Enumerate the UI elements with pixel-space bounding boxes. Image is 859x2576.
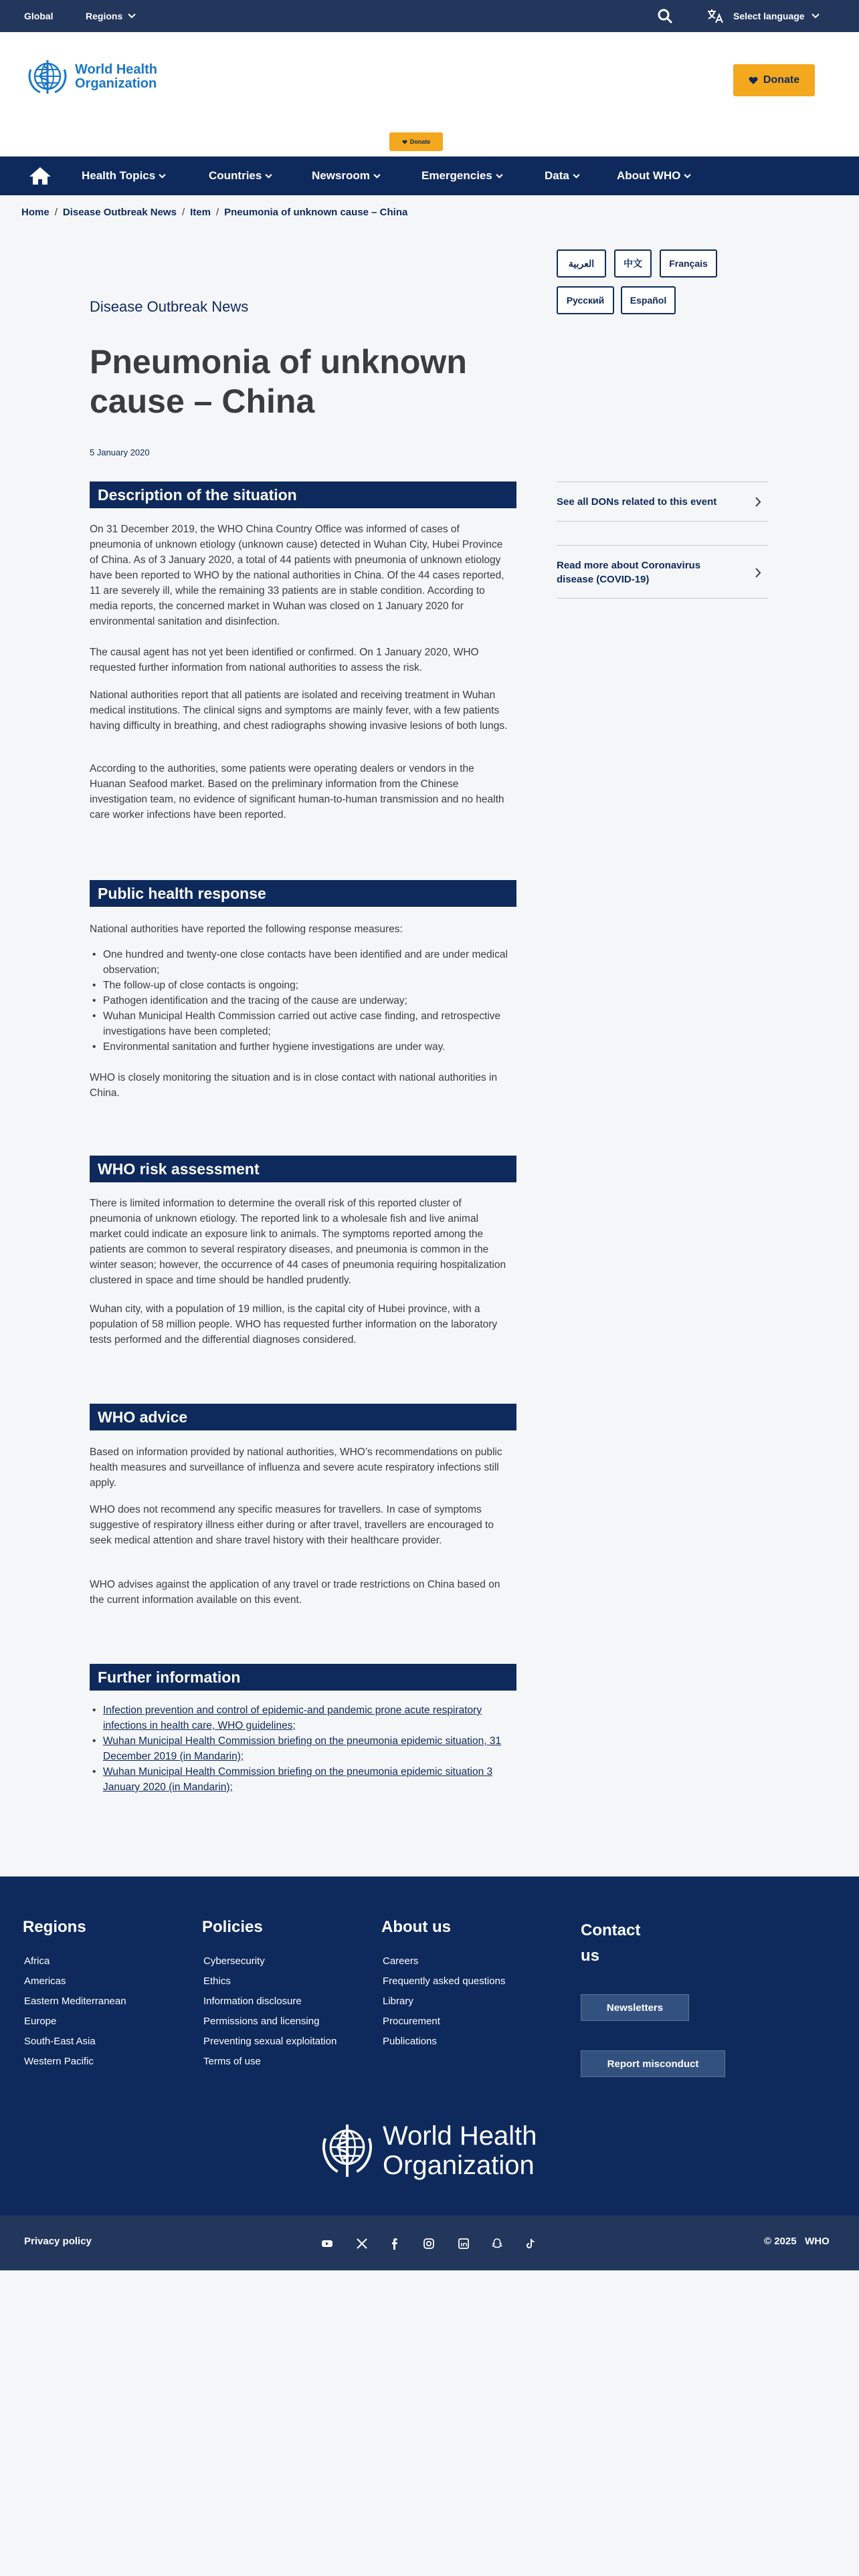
x-icon[interactable]	[356, 2238, 368, 2250]
footer-regions-heading: Regions	[23, 1918, 86, 1936]
chevron-down-icon	[128, 13, 136, 19]
response-outro: WHO is closely monitoring the situation and is in close contact with national authorities in China.	[90, 1072, 498, 1099]
copyright: © 2025 WHO	[764, 2236, 830, 2247]
title-line-2: cause – China	[90, 383, 315, 420]
select-language-label: Select language	[733, 11, 805, 21]
breadcrumb-current: Pneumonia of unknown cause – China	[224, 206, 408, 218]
footer-link[interactable]: Procurement	[383, 2016, 440, 2027]
see-all-dons-link[interactable]	[557, 481, 768, 522]
chevron-down-icon	[159, 174, 166, 179]
breadcrumb-item[interactable]: Item	[190, 206, 211, 218]
privacy-policy-link[interactable]: Privacy policy	[24, 2236, 92, 2247]
risk-paragraph-1: There is limited information to determine the overall risk of this reported cluster of pneumonia of unknown etiology. The reported link to a wholesale fish and live animal market could indicate an exposure link to animals. The symptoms reported among the patients are common to several respiratory diseases, and pneumonia is common in the winter season; however, the occurrence of 44 cases of pneumonia requiring hospitalization clustered in space and time should be handled prudently.	[90, 1198, 506, 1286]
situation-paragraph-3: National authorities report that all patients are isolated and receiving treatment in Wuhan medical institutions. The clinical signs and symptoms are mainly fever, with a few patients having difficulty in breathing, and chest radiographs showing invasive lesions of both lungs.	[90, 689, 508, 732]
youtube-icon[interactable]	[321, 2238, 333, 2250]
nav-about-who[interactable]	[617, 156, 691, 195]
logo-line-1: World Health	[75, 62, 157, 77]
site-header	[0, 32, 859, 156]
nav-label: Health Topics	[82, 169, 156, 182]
breadcrumb-don[interactable]: Disease Outbreak News	[62, 206, 177, 218]
footer-about-heading: About us	[381, 1918, 451, 1936]
list-item	[103, 1764, 512, 1795]
footer-link[interactable]: Permissions and licensing	[203, 2016, 320, 2027]
footer-link[interactable]: Preventing sexual exploitation	[203, 2036, 337, 2047]
footer-logo-line-2: Organization	[383, 2151, 535, 2180]
breadcrumb-home[interactable]: Home	[21, 206, 50, 218]
language-selector[interactable]	[706, 0, 820, 32]
chevron-down-icon	[684, 174, 691, 179]
further-link-wuhan-31-dec[interactable]: Wuhan Municipal Health Commission briefing on the pneumonia epidemic situation, 31 December 2019 (in Mandarin);	[103, 1735, 502, 1762]
chevron-down-icon	[265, 174, 272, 179]
risk-paragraph-2: Wuhan city, with a population of 19 million, is the capital city of Hubei province, with a population of 58 million people. WHO has requested further information on the laboratory tests performed and the differential diagnoses considered.	[90, 1303, 498, 1346]
donate-small-label: Donate	[409, 138, 431, 145]
footer-logo-line-1: World Health	[383, 2121, 537, 2151]
translate-icon	[706, 8, 724, 24]
snapchat-icon[interactable]	[491, 2238, 503, 2250]
footer-link[interactable]: South-East Asia	[24, 2036, 96, 2047]
logo-wordmark	[75, 63, 157, 91]
breadcrumb-separator: /	[54, 206, 58, 218]
heart-icon	[402, 140, 407, 144]
response-intro: National authorities have reported the following response measures:	[90, 924, 403, 935]
footer-link[interactable]: Terms of use	[203, 2056, 261, 2067]
search-icon[interactable]	[657, 0, 673, 32]
nav-countries[interactable]	[209, 156, 272, 195]
article-category: Disease Outbreak News	[90, 298, 249, 315]
section-heading-further: Further information	[90, 1664, 516, 1691]
footer-link[interactable]: Europe	[24, 2016, 57, 2027]
list-item: • The follow-up of close contacts is ongoing;	[103, 978, 512, 993]
advice-paragraph-3: WHO advises against the application of any travel or trade restrictions on China based on the current information available on this event.	[90, 1579, 500, 1606]
linkedin-icon[interactable]	[458, 2238, 470, 2250]
lang-russian[interactable]: Русский	[557, 286, 614, 314]
list-item: • One hundred and twenty-one close contacts have been identified and are under medical observation;	[103, 947, 512, 978]
situation-paragraph-4: According to the authorities, some patients were operating dealers or vendors in the Huanan Seafood market. Based on the preliminary information from the Chinese investigation team, no evidence of significant human-to-human transmission and no health care worker infections have been reported.	[90, 763, 504, 821]
further-links-list	[103, 1703, 512, 1795]
global-link[interactable]: Global	[24, 11, 54, 21]
footer-link[interactable]: Africa	[24, 1955, 50, 1967]
regions-dropdown[interactable]	[86, 0, 136, 32]
list-item: • Environmental sanitation and further hygiene investigations are under way.	[103, 1039, 512, 1055]
site-footer	[0, 1876, 859, 2216]
newsletters-button[interactable]: Newsletters	[581, 1994, 689, 2021]
who-emblem-icon	[318, 2117, 376, 2184]
breadcrumb	[21, 205, 407, 219]
footer-link[interactable]: Ethics	[203, 1975, 231, 1987]
tiktok-icon[interactable]	[524, 2238, 537, 2250]
section-heading-risk: WHO risk assessment	[90, 1156, 516, 1182]
report-misconduct-button[interactable]: Report misconduct	[581, 2050, 725, 2077]
list-item: • Pathogen identification and the tracing of the cause are underway;	[103, 993, 512, 1008]
chevron-down-icon	[373, 174, 381, 179]
lang-french[interactable]: Français	[660, 249, 717, 278]
chevron-down-icon	[573, 174, 580, 179]
home-icon[interactable]	[28, 156, 52, 195]
list-item: • Wuhan Municipal Health Commission carried out active case finding, and retrospective investigations have been completed;	[103, 1008, 512, 1039]
nav-label: Data	[545, 169, 569, 182]
footer-link[interactable]: Information disclosure	[203, 1996, 302, 2007]
list-item	[103, 1733, 512, 1764]
situation-paragraph-1: On 31 December 2019, the WHO China Country Office was informed of cases of pneumonia of unknown etiology (unknown cause) detected in Wuhan City, Hubei Province of China. As of 3 January 2020, a total of 44 patients with pneumonia of unknown etiology have been reported to WHO by the national authorities in China. Of the 44 cases reported, 11 are severely ill, while the remaining 33 patients are in stable condition. According to media reports, the concerned market in Wuhan was closed on 1 January 2020 for environmental sanitation and disinfection.	[90, 524, 504, 627]
further-link-wuhan-3-jan[interactable]: Wuhan Municipal Health Commission briefing on the pneumonia epidemic situation 3 January 2020 (in Mandarin);	[103, 1766, 493, 1793]
chevron-down-icon	[812, 13, 820, 19]
advice-paragraph-2: WHO does not recommend any specific measures for travellers. In case of symptoms suggestive of respiratory illness either during or after travel, travellers are encouraged to seek medical attention and share travel history with their healthcare provider.	[90, 1504, 494, 1546]
who-emblem-icon	[25, 56, 70, 98]
footer-link[interactable]: Americas	[24, 1975, 66, 1987]
footer-who-logo[interactable]	[318, 2117, 537, 2184]
footer-about-list	[383, 1951, 505, 2052]
breadcrumb-separator: /	[181, 206, 185, 218]
footer-link[interactable]: Careers	[383, 1955, 419, 1967]
footer-policies-heading: Policies	[202, 1918, 263, 1936]
footer-link[interactable]: Frequently asked questions	[383, 1975, 506, 1987]
list-item	[103, 1703, 512, 1733]
donate-label: Donate	[763, 74, 800, 86]
page-title	[90, 342, 518, 421]
nav-label: About WHO	[617, 169, 681, 182]
section-heading-advice: WHO advice	[90, 1404, 516, 1430]
footer-link[interactable]: Cybersecurity	[203, 1955, 265, 1967]
see-all-dons-label: See all DONs related to this event	[557, 496, 717, 508]
footer-contact-heading: Contact us	[581, 1921, 641, 1965]
nav-label: Emergencies	[421, 169, 492, 182]
sub-footer	[0, 2216, 859, 2270]
lang-chinese[interactable]: 中文	[614, 249, 652, 278]
advice-paragraph-1: Based on information provided by national authorities, WHO’s recommendations on public health measures and surveillance of influenza and severe acute respiratory infections still apply.	[90, 1446, 502, 1489]
section-heading-response: Public health response	[90, 880, 516, 907]
further-link-ipc-guidelines[interactable]: Infection prevention and control of epidemic-and pandemic prone acute respiratory infections in health care, WHO guidelines;	[103, 1705, 482, 1731]
article-date: 5 January 2020	[90, 447, 150, 457]
nav-label: Countries	[209, 169, 262, 182]
covid-link-label: Read more about Coronavirus disease (COVID-19)	[557, 560, 701, 585]
response-list	[103, 947, 512, 1055]
heart-icon	[749, 76, 758, 85]
nav-newsroom[interactable]	[312, 156, 381, 195]
footer-policies-list	[203, 1951, 337, 2072]
nav-health-topics[interactable]	[82, 156, 166, 195]
section-heading-situation: Description of the situation	[90, 481, 516, 508]
facebook-icon[interactable]	[389, 2238, 401, 2250]
footer-logo-wordmark	[383, 2121, 537, 2180]
donate-button[interactable]	[733, 64, 815, 96]
who-logo[interactable]	[25, 56, 157, 98]
nav-label: Newsroom	[312, 169, 370, 182]
nav-emergencies[interactable]	[421, 156, 503, 195]
lang-spanish[interactable]: Español	[621, 286, 676, 314]
lang-arabic[interactable]: العربية	[557, 249, 606, 278]
title-line-1: Pneumonia of unknown	[90, 343, 467, 381]
donate-button-small[interactable]	[389, 132, 443, 151]
nav-data[interactable]	[545, 156, 580, 195]
instagram-icon[interactable]	[423, 2238, 435, 2250]
footer-link[interactable]: Eastern Mediterranean	[24, 1996, 126, 2007]
footer-link[interactable]: Library	[383, 1996, 413, 2007]
chevron-down-icon	[496, 174, 503, 179]
situation-paragraph-2: The causal agent has not yet been identified or confirmed. On 1 January 2020, WHO requested further information from national authorities to assess the risk.	[90, 647, 479, 673]
top-utility-bar	[0, 0, 859, 32]
logo-line-2: Organization	[75, 76, 157, 91]
covid-link[interactable]	[557, 545, 768, 599]
breadcrumb-separator: /	[215, 206, 219, 218]
footer-link[interactable]: Western Pacific	[24, 2056, 94, 2067]
chevron-right-icon	[755, 497, 761, 507]
chevron-right-icon	[755, 568, 761, 578]
main-nav	[0, 156, 859, 195]
footer-regions-list	[24, 1951, 126, 2072]
footer-link[interactable]: Publications	[383, 2036, 437, 2047]
regions-label: Regions	[86, 11, 123, 21]
